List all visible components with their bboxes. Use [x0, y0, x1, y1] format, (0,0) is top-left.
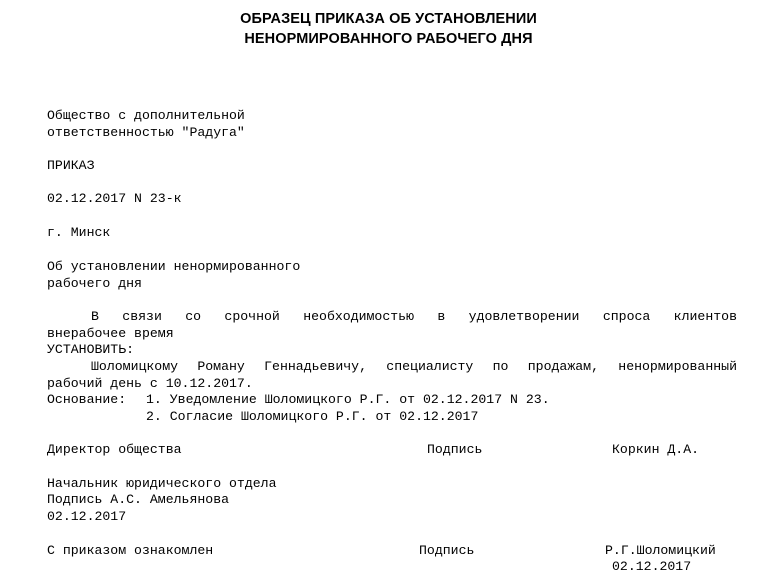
document-title-line-1: ОБРАЗЕЦ ПРИКАЗА ОБ УСТАНОВЛЕНИИ	[240, 11, 537, 27]
document-title-line-2: НЕНОРМИРОВАННОГО РАБОЧЕГО ДНЯ	[244, 31, 533, 47]
acknowledgement-label: С приказом ознакомлен	[47, 543, 214, 558]
order-text-line-2: рабочий день с 10.12.2017.	[47, 376, 253, 391]
document-city: г. Минск	[47, 225, 111, 240]
document-type: ПРИКАЗ	[47, 158, 95, 173]
legal-signature: Подпись А.С. Амельянова	[47, 492, 230, 507]
director-signature-label: Подпись	[427, 442, 483, 457]
basis-label: Основание:	[47, 392, 127, 407]
acknowledgement-name: Р.Г.Шоломицкий	[605, 543, 716, 558]
establish-heading: УСТАНОВИТЬ:	[47, 342, 135, 357]
legal-position: Начальник юридического отдела	[47, 476, 277, 491]
director-position: Директор общества	[47, 442, 182, 457]
organization-name-line-1: Общество с дополнительной	[47, 108, 245, 123]
document-subject-line-1: Об установлении ненормированного	[47, 259, 301, 274]
document-subject-line-2: рабочего дня	[47, 276, 142, 291]
organization-name-line-2: ответственностью "Радуга"	[47, 125, 245, 140]
document-date-number: 02.12.2017 N 23-к	[47, 191, 182, 206]
director-name: Коркин Д.А.	[612, 442, 700, 457]
acknowledgement-date: 02.12.2017	[612, 559, 692, 574]
basis-item-2: 2. Согласие Шоломицкого Р.Г. от 02.12.2017	[146, 409, 479, 424]
basis-item-1: 1. Уведомление Шоломицкого Р.Г. от 02.12.2017 N 23.	[146, 392, 550, 407]
order-text-line-1: Шоломицкому Роману Геннадьевичу, специалисту по продажам, ненормированный	[91, 359, 737, 374]
body-paragraph-line-1: В связи со срочной необходимостью в удовлетворении спроса клиентов	[91, 309, 737, 324]
body-paragraph-line-2: внерабочее время	[47, 326, 174, 341]
legal-date: 02.12.2017	[47, 509, 127, 524]
acknowledgement-signature-label: Подпись	[419, 543, 475, 558]
